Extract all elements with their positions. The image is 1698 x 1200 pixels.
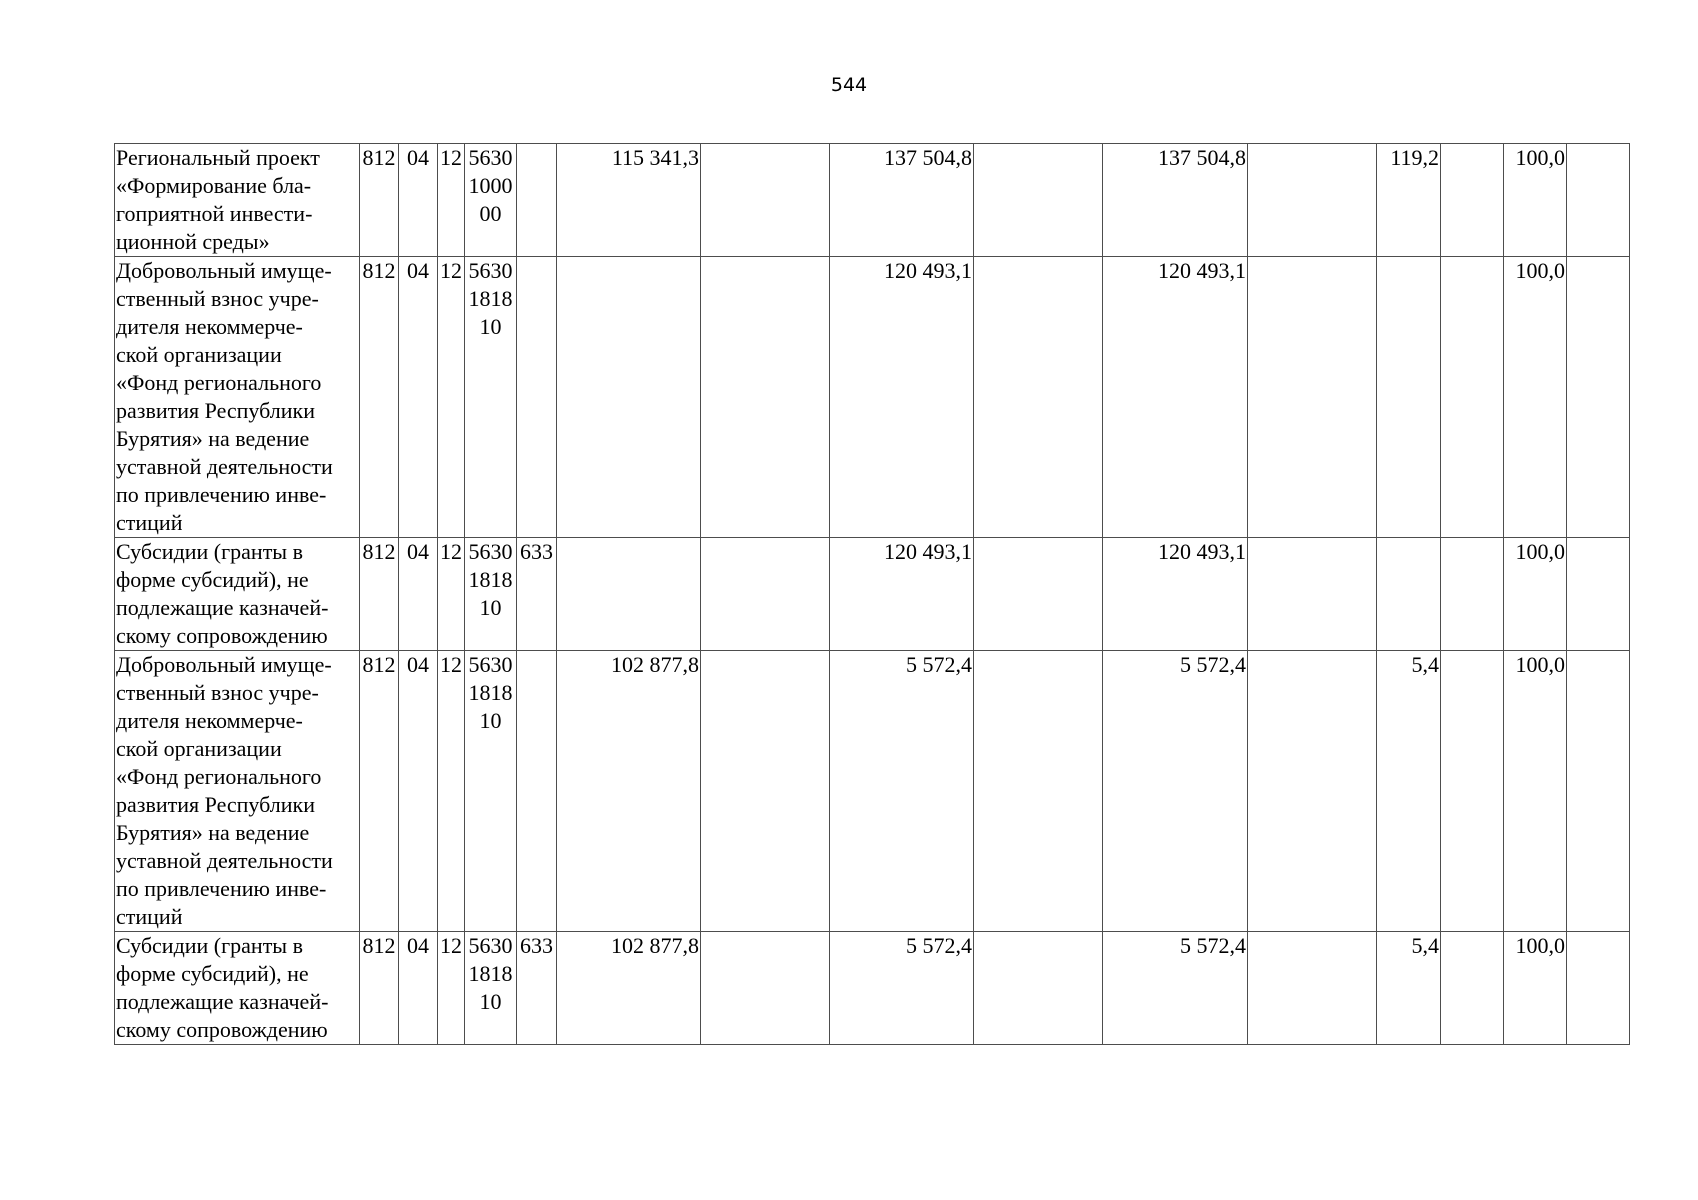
ministry-code-cell: 812 (360, 932, 399, 1045)
empty-cell (974, 257, 1103, 538)
ministry-code-cell: 812 (360, 257, 399, 538)
text-line: дителя некоммерче- (116, 708, 303, 733)
item-name-cell (115, 257, 360, 538)
subsection-code-cell: 12 (438, 651, 465, 932)
expense-type-cell (517, 144, 557, 257)
text-line: Добровольный имуще- (116, 258, 332, 283)
subsection-code-cell: 12 (438, 144, 465, 257)
amount-cell (557, 257, 701, 538)
text-line: 10 (479, 989, 502, 1014)
ministry-code-cell: 812 (360, 538, 399, 651)
percent-cell (1377, 538, 1441, 651)
text-line: Бурятия» на ведение (116, 426, 310, 451)
text-line: скому сопровождению (116, 623, 328, 648)
expense-type-cell (517, 257, 557, 538)
text-line: Региональный проект (116, 145, 320, 170)
section-code-cell: 04 (399, 538, 438, 651)
table-body (115, 144, 1630, 1045)
empty-cell (701, 932, 830, 1045)
text-line: 00 (479, 201, 502, 226)
item-name-cell (115, 144, 360, 257)
text-line: 10 (479, 314, 502, 339)
empty-cell (1441, 257, 1504, 538)
text-line: 10 (479, 595, 502, 620)
text-line: ской организации (116, 736, 282, 761)
text-line: подлежащие казначей- (116, 595, 329, 620)
section-code-cell: 04 (399, 144, 438, 257)
table-row (115, 257, 1630, 538)
percent-cell: 100,0 (1504, 651, 1567, 932)
text-line: ционной среды» (116, 229, 270, 254)
amount-cell: 102 877,8 (557, 651, 701, 932)
text-line: уставной деятельности (116, 848, 333, 873)
percent-cell: 100,0 (1504, 932, 1567, 1045)
text-line: 5630 (468, 652, 513, 677)
percent-cell: 5,4 (1377, 651, 1441, 932)
text-line: ственный взнос учре- (116, 286, 319, 311)
item-name-cell (115, 651, 360, 932)
text-line: подлежащие казначей- (116, 989, 329, 1014)
amount-cell: 137 504,8 (1103, 144, 1248, 257)
section-code-cell: 04 (399, 651, 438, 932)
item-name-cell (115, 538, 360, 651)
text-line: Субсидии (гранты в (116, 933, 303, 958)
amount-cell: 5 572,4 (1103, 932, 1248, 1045)
empty-cell (1248, 257, 1377, 538)
text-line: стиций (116, 904, 183, 929)
empty-cell (974, 932, 1103, 1045)
expense-type-cell (517, 651, 557, 932)
text-line: 1000 (468, 173, 513, 198)
expense-type-cell: 633 (517, 538, 557, 651)
amount-cell (557, 538, 701, 651)
table-row (115, 538, 1630, 651)
subsection-code-cell: 12 (438, 932, 465, 1045)
subsection-code-cell: 12 (438, 257, 465, 538)
text-line: гоприятной инвести- (116, 201, 313, 226)
text-line: развития Республики (116, 792, 315, 817)
target-article-cell (465, 144, 517, 257)
empty-cell (1441, 651, 1504, 932)
text-line: 1818 (468, 680, 513, 705)
percent-cell (1377, 257, 1441, 538)
target-article-cell (465, 932, 517, 1045)
amount-cell: 120 493,1 (1103, 538, 1248, 651)
text-line: 1818 (468, 286, 513, 311)
table-row (115, 651, 1630, 932)
empty-cell (1567, 538, 1630, 651)
percent-cell: 100,0 (1504, 538, 1567, 651)
empty-cell (1248, 538, 1377, 651)
text-line: «Фонд регионального (116, 370, 322, 395)
amount-cell: 5 572,4 (830, 932, 974, 1045)
empty-cell (974, 538, 1103, 651)
text-line: форме субсидий), не (116, 567, 309, 592)
text-line: 5630 (468, 539, 513, 564)
text-line: уставной деятельности (116, 454, 333, 479)
target-article-cell (465, 257, 517, 538)
empty-cell (1567, 257, 1630, 538)
text-line: Добровольный имуще- (116, 652, 332, 677)
text-line: ственный взнос учре- (116, 680, 319, 705)
section-code-cell: 04 (399, 257, 438, 538)
percent-cell: 100,0 (1504, 257, 1567, 538)
expense-type-cell: 633 (517, 932, 557, 1045)
amount-cell: 137 504,8 (830, 144, 974, 257)
table-row (115, 144, 1630, 257)
text-line: 5630 (468, 145, 513, 170)
subsection-code-cell: 12 (438, 538, 465, 651)
ministry-code-cell: 812 (360, 651, 399, 932)
empty-cell (1441, 144, 1504, 257)
table-row (115, 932, 1630, 1045)
empty-cell (1248, 932, 1377, 1045)
text-line: Бурятия» на ведение (116, 820, 310, 845)
text-line: ской организации (116, 342, 282, 367)
text-line: «Фонд регионального (116, 764, 322, 789)
text-line: Субсидии (гранты в (116, 539, 303, 564)
percent-cell: 100,0 (1504, 144, 1567, 257)
empty-cell (1441, 932, 1504, 1045)
text-line: по привлечению инве- (116, 482, 327, 507)
ministry-code-cell: 812 (360, 144, 399, 257)
amount-cell: 5 572,4 (1103, 651, 1248, 932)
amount-cell: 115 341,3 (557, 144, 701, 257)
empty-cell (1248, 651, 1377, 932)
empty-cell (701, 651, 830, 932)
empty-cell (1567, 651, 1630, 932)
amount-cell: 102 877,8 (557, 932, 701, 1045)
text-line: 5630 (468, 258, 513, 283)
text-line: по привлечению инве- (116, 876, 327, 901)
empty-cell (1567, 932, 1630, 1045)
empty-cell (701, 538, 830, 651)
percent-cell: 119,2 (1377, 144, 1441, 257)
text-line: 1818 (468, 961, 513, 986)
page-number: 544 (830, 74, 868, 96)
text-line: 5630 (468, 933, 513, 958)
text-line: форме субсидий), не (116, 961, 309, 986)
percent-cell: 5,4 (1377, 932, 1441, 1045)
section-code-cell: 04 (399, 932, 438, 1045)
target-article-cell (465, 651, 517, 932)
amount-cell: 120 493,1 (830, 257, 974, 538)
amount-cell: 120 493,1 (830, 538, 974, 651)
empty-cell (1567, 144, 1630, 257)
text-line: скому сопровождению (116, 1017, 328, 1042)
text-line: 1818 (468, 567, 513, 592)
empty-cell (701, 257, 830, 538)
text-line: 10 (479, 708, 502, 733)
text-line: дителя некоммерче- (116, 314, 303, 339)
item-name-cell (115, 932, 360, 1045)
empty-cell (1441, 538, 1504, 651)
empty-cell (701, 144, 830, 257)
target-article-cell (465, 538, 517, 651)
amount-cell: 5 572,4 (830, 651, 974, 932)
budget-table (114, 143, 1630, 1045)
text-line: развития Республики (116, 398, 315, 423)
empty-cell (1248, 144, 1377, 257)
text-line: стиций (116, 510, 183, 535)
amount-cell: 120 493,1 (1103, 257, 1248, 538)
empty-cell (974, 144, 1103, 257)
empty-cell (974, 651, 1103, 932)
text-line: «Формирование бла- (116, 173, 312, 198)
